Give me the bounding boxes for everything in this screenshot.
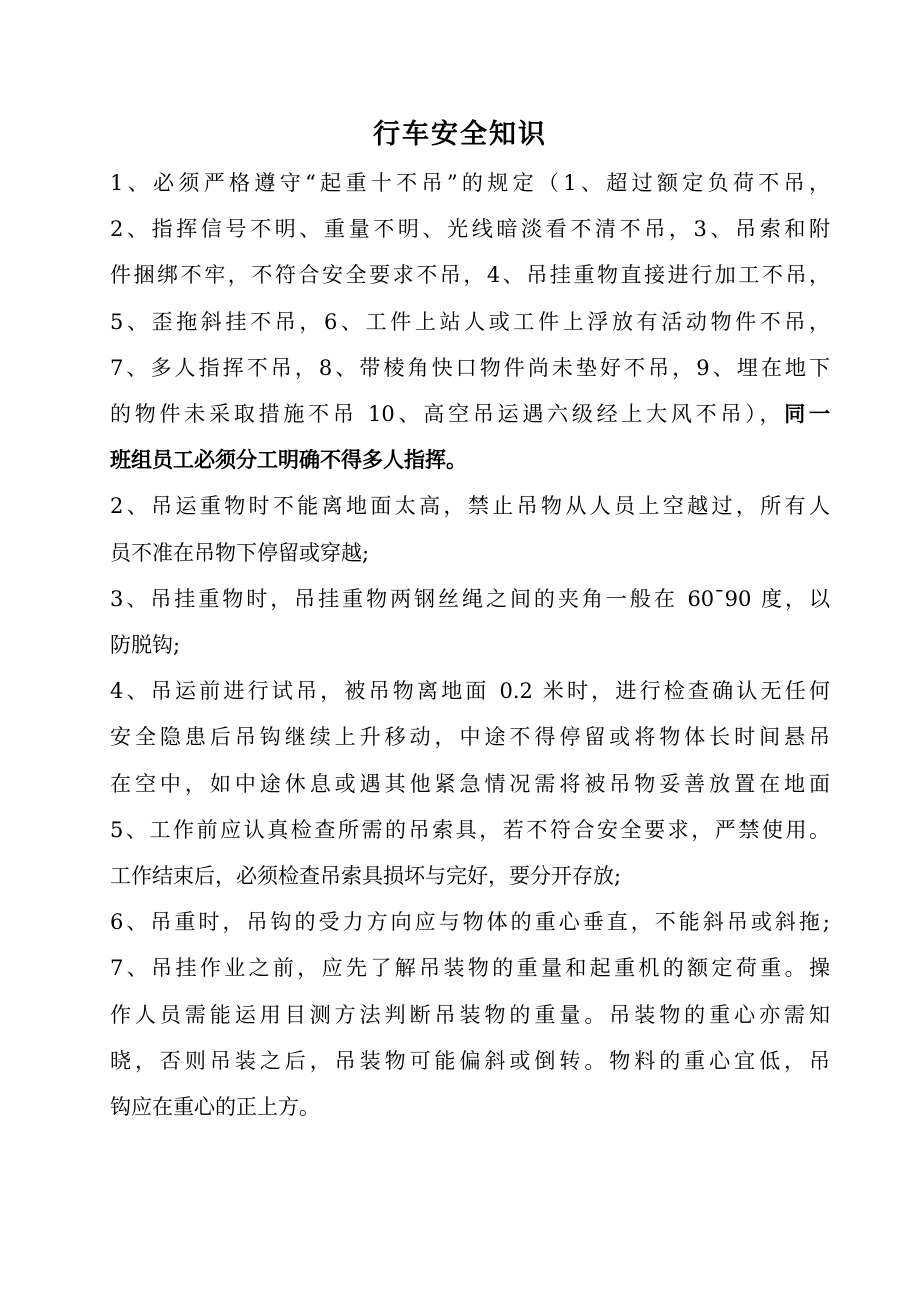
text-line [110, 391, 830, 437]
text-line-content: 6、吊重时，吊钩的受力方向应与物体的重心垂直，不能斜吊或斜拖; [110, 910, 830, 934]
text-line-content: 钩应在重心的正上方。 [110, 1095, 320, 1119]
text-line-content: 晓，否则吊装之后，吊装物可能偏斜或倒转。物料的重心宜低，吊 [110, 1049, 830, 1073]
text-line [110, 807, 830, 853]
text-line [110, 899, 830, 945]
text-line [110, 299, 830, 345]
text-line [110, 160, 830, 206]
text-line [110, 437, 830, 483]
document-title: 行车安全知识 [373, 119, 547, 150]
text-line [110, 576, 830, 622]
text-line-content: 2、指挥信号不明、重量不明、光线暗淡看不清不吊，3、吊索和附 [110, 217, 830, 241]
text-line-content: 防脱钩; [110, 633, 181, 657]
text-line-content: 1、必须严格遵守“起重十不吊”的规定（1、超过额定负荷不吊， [110, 171, 830, 195]
text-line-content: 作人员需能运用目测方法判断吊装物的重量。吊装物的重心亦需知 [110, 1003, 830, 1027]
text-line [110, 1084, 830, 1130]
text-line [110, 622, 830, 668]
text-line [110, 714, 830, 760]
text-line [110, 206, 830, 252]
text-line-content: 安全隐患后吊钩继续上升移动，中途不得停留或将物体长时间悬吊 [110, 725, 830, 749]
text-line [110, 483, 830, 529]
text-line-content: 3、吊挂重物时，吊挂重物两钢丝绳之间的夹角一般在 60¯90 度，以 [110, 587, 830, 611]
text-line [110, 252, 830, 298]
text-line-content: 7、吊挂作业之前，应先了解吊装物的重量和起重机的额定荷重。操 [110, 956, 830, 980]
emphasized-text: 同一 [784, 401, 830, 426]
text-line-content: 件捆绑不牢，不符合安全要求不吊，4、吊挂重物直接进行加工不吊， [110, 263, 830, 287]
text-line [110, 945, 830, 991]
text-line-content: 5、工作前应认真检查所需的吊索具，若不符合安全要求，严禁使用。 [110, 818, 830, 842]
text-line [110, 853, 830, 899]
text-line-content: 的物件未采取措施不吊 10、高空吊运遇六级经上大风不吊）， [110, 402, 785, 426]
text-line-content: 工作结束后，必须检查吊索具损坏与完好，要分开存放; [110, 864, 622, 888]
text-line [110, 530, 830, 576]
text-line-content: 4、吊运前进行试吊，被吊物离地面 0.2 米时，进行检查确认无任何 [110, 679, 830, 703]
text-line [110, 761, 830, 807]
text-line [110, 668, 830, 714]
text-line [110, 992, 830, 1038]
text-line [110, 1038, 830, 1084]
text-line-content: 5、歪拖斜挂不吊，6、工件上站人或工件上浮放有活动物件不吊， [110, 310, 830, 334]
text-line-content: 在空中，如中途休息或遇其他紧急情况需将被吊物妥善放置在地面 [110, 772, 830, 796]
text-line [110, 345, 830, 391]
text-line-content: 2、吊运重物时不能离地面太高，禁止吊物从人员上空越过，所有人 [110, 494, 830, 518]
emphasized-text: 班组员工必须分工明确不得多人指挥。 [110, 447, 467, 472]
text-line-content: 7、多人指挥不吊，8、带棱角快口物件尚未垫好不吊，9、埋在地下 [110, 356, 830, 380]
text-line-content: 员不准在吊物下停留或穿越; [110, 541, 370, 565]
